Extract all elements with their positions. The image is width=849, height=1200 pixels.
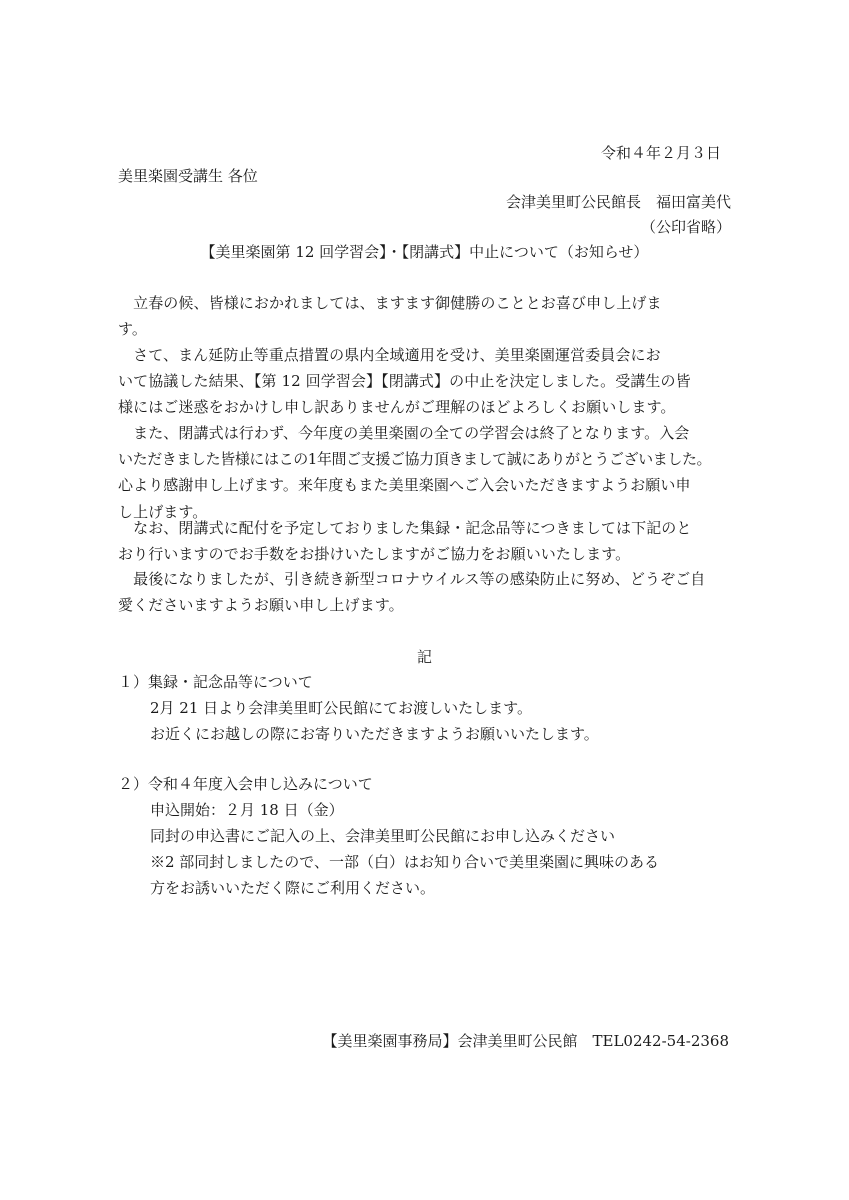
sender-line: 会津美里町公民館長 福田富美代 <box>505 193 731 211</box>
paragraph-line: 愛くださいますようお願い申し上げます。 <box>118 596 404 615</box>
paragraph-line: なお、閉講式に配付を予定しておりました集録・記念品等につきましては下記のと <box>118 519 692 537</box>
notes-heading: 記 <box>416 648 432 666</box>
paragraph-line: す。 <box>118 320 148 339</box>
paragraph-line: 様にはご迷惑をおかけし申し訳ありませんがご理解のほどよろしくお願いします。 <box>118 398 676 417</box>
note-line: お近くにお越しの際にお寄りいただきますようお願いいたします。 <box>150 725 599 743</box>
paragraph-line: さて、まん延防止等重点措置の県内全域適用を受け、美里楽園運営委員会にお <box>118 346 661 364</box>
note-item-heading: ２）令和４年度入会申し込みについて <box>118 775 373 793</box>
paragraph-distribution <box>118 515 734 567</box>
note-item-body <box>150 797 659 901</box>
paragraph-closing-year <box>118 420 734 525</box>
paragraph-greeting <box>118 290 734 342</box>
paragraph-closing-remarks <box>118 566 734 618</box>
paragraph-line: 立春の候、皆様におかれましては、ますます御健勝のこととお喜び申し上げま <box>118 294 662 312</box>
footer-contact: 【美里楽園事務局】会津美里町公民館 TEL0242-54-2368 <box>322 1032 729 1050</box>
paragraph-line: いただきました皆様にはこの1年間ご支援ご協力頂きまして誠にありがとうございました。 <box>118 450 712 469</box>
note-item-body <box>150 695 599 747</box>
note-line: 同封の申込書にご記入の上、会津美里町公民館にお申し込みください <box>150 827 616 845</box>
paragraph-cancellation <box>118 342 734 421</box>
paragraph-line: おり行いますのでお手数をお掛けいたしますがご協力をお願いいたします。 <box>118 545 631 564</box>
note-line: ※2 部同封しましたので、一部（白）はお知り合いで美里楽園に興味のある <box>150 853 660 871</box>
note-line: 方をお誘いいただく際にご利用ください。 <box>150 879 436 897</box>
document-title: 【美里楽園第 12 回学習会】・【閉講式】中止について（お知らせ） <box>200 243 649 261</box>
note-item-heading: １）集録・記念品等について <box>118 673 313 691</box>
note-line: 2月 21 日より会津美里町公民館にてお渡しいたします。 <box>150 699 532 717</box>
note-line: 申込開始：２月 18 日（金） <box>150 801 344 819</box>
paragraph-line: また、閉講式は行わず、今年度の美里楽園の全ての学習会は終了となります。入会 <box>118 424 690 442</box>
paragraph-line: 心より感謝申し上げます。来年度もまた美里楽園へご入会いただきますようお願い申 <box>118 476 691 495</box>
document-date: 令和４年２月３日 <box>600 144 721 162</box>
recipient-line: 美里楽園受講生 各位 <box>118 167 258 185</box>
paragraph-line: し上げます。 <box>118 502 208 521</box>
paragraph-line: 最後になりましたが、引き続き新型コロナウイルス等の感染防止に努め、どうぞご自 <box>118 570 706 588</box>
paragraph-line: いて協議した結果、【第 12 回学習会】【閉講式】の中止を決定しました。受講生の皆 <box>118 372 691 391</box>
seal-note: （公印省略） <box>640 218 731 236</box>
